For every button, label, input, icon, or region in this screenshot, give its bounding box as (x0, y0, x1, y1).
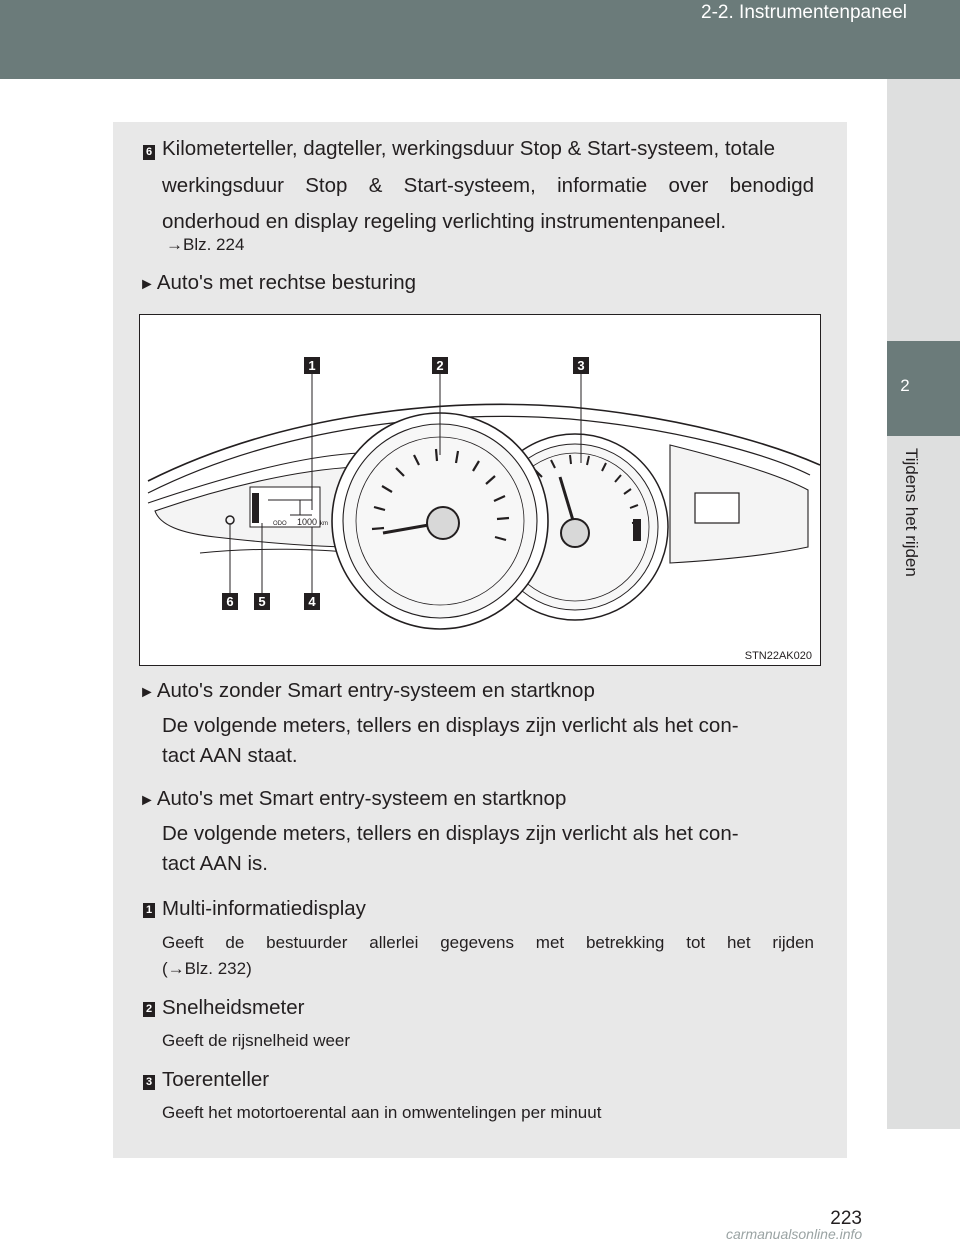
item1-title: Multi-informatiedisplay (162, 897, 366, 920)
variant-a-line2: tact AAN staat. (162, 744, 298, 767)
variant-a-title: Auto's zonder Smart entry-systeem en startknop (156, 679, 595, 702)
chapter-label-text: Tijdens het rijden (902, 448, 921, 577)
arrow-right-icon: ► (139, 276, 155, 293)
odo-unit: km (320, 521, 328, 527)
callout-1: 1 (308, 358, 316, 373)
badge-2: 2 (143, 1002, 155, 1017)
item2-desc: Geeft de rijsnelheid weer (162, 1031, 351, 1050)
arrow-right-icon: ► (139, 792, 155, 809)
variant-a-line1: De volgende meters, tellers en displays zijn verlicht als het con- (162, 714, 739, 737)
odo-value: 1000 (297, 517, 318, 527)
figure-code: STN22AK020 (744, 650, 812, 662)
badge-6: 6 (143, 145, 155, 160)
item6-line1: Kilometerteller, dagteller, werkingsduur Stop & Start-systeem, totale (162, 137, 776, 160)
rhd-heading (139, 270, 416, 298)
callout-4: 4 (308, 594, 316, 609)
instrument-cluster-illustration (140, 315, 820, 665)
item6-line2: werkingsduur Stop & Start-systeem, informatie over benodigd (162, 174, 814, 197)
badge-3: 3 (143, 1075, 155, 1090)
callout-2: 2 (436, 358, 444, 373)
watermark: carmanualsonline.info (726, 1226, 863, 1242)
chapter-tab-label (893, 448, 923, 598)
instrument-cluster-figure (139, 314, 821, 666)
chapter-tab-active[interactable] (887, 341, 960, 436)
chapter-number: 2 (900, 376, 910, 395)
variant-b-title: Auto's met Smart entry-systeem en startknop (156, 787, 567, 810)
item2-title: Snelheidsmeter (162, 996, 305, 1019)
variant-b-line2: tact AAN is. (162, 852, 268, 875)
page-number: 223 (830, 1208, 862, 1229)
chapter-tab-strip (887, 79, 960, 1129)
section-title: 2-2. Instrumentenpaneel (701, 2, 907, 23)
variant-a-heading (139, 678, 595, 706)
item1-desc-line2: (→Blz. 232) (162, 959, 252, 978)
arrow-right-icon: ► (139, 684, 155, 701)
variant-b-heading (139, 786, 566, 814)
variant-b-line1: De volgende meters, tellers en displays zijn verlicht als het con- (162, 822, 739, 845)
callout-3: 3 (577, 358, 585, 373)
callout-6: 6 (226, 594, 234, 609)
item6-line3: onderhoud en display regeling verlichting instrumentenpaneel. (162, 210, 727, 233)
rhd-label: Auto's met rechtse besturing (156, 271, 416, 294)
item3-desc: Geeft het motortoerental aan in omwentelingen per minuut (162, 1103, 602, 1122)
item6-page-ref: →Blz. 224 (166, 235, 245, 254)
item3-title: Toerenteller (162, 1068, 270, 1091)
item1-desc-line1: Geeft de bestuurder allerlei gegevens met betrekking tot het rijden (162, 933, 814, 952)
badge-1: 1 (143, 903, 155, 918)
odo-label: ODO (273, 521, 287, 527)
callout-5: 5 (258, 594, 266, 609)
